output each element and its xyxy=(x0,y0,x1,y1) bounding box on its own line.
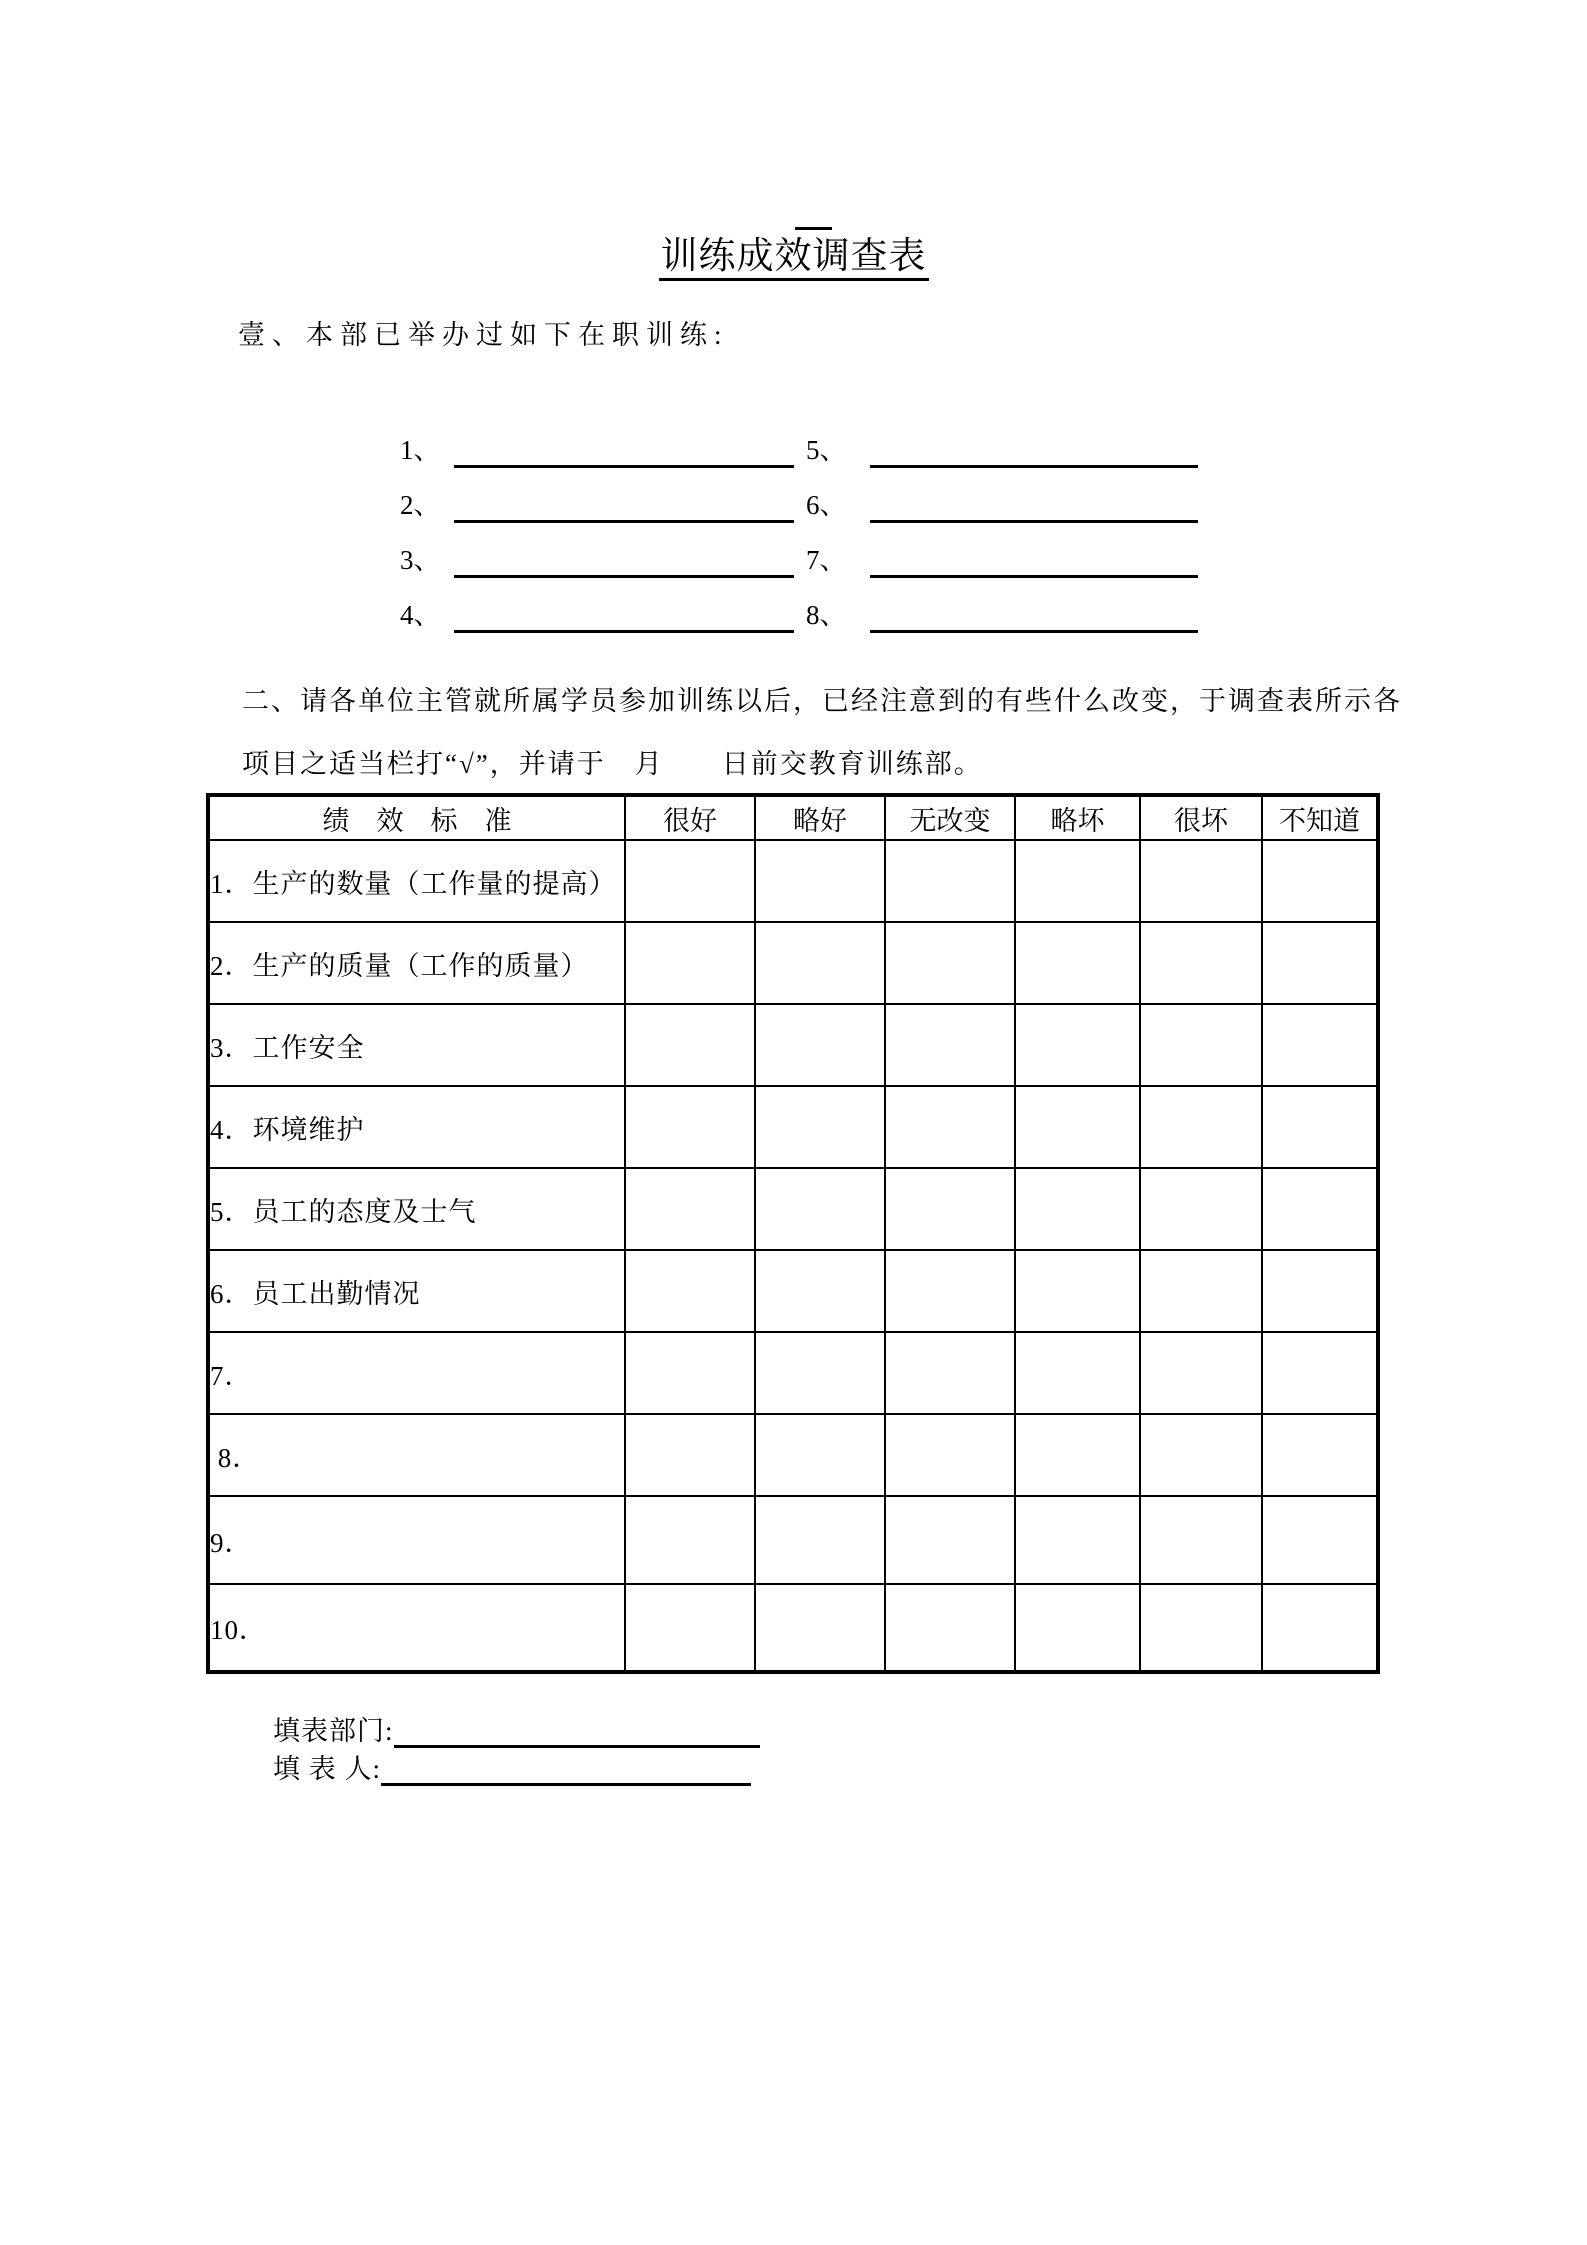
training-item-row xyxy=(400,483,820,535)
column-header-very-good: 很好 xyxy=(625,795,755,840)
rating-cell[interactable] xyxy=(625,1414,755,1496)
rating-cell[interactable] xyxy=(755,1496,885,1584)
training-item-blank[interactable] xyxy=(454,520,794,523)
rating-cell[interactable] xyxy=(885,1332,1015,1414)
training-item-number: 4、 xyxy=(400,600,441,630)
table-row xyxy=(208,1414,1378,1496)
instructions-line-2: 项目之适当栏打“√”，并请于 月 日前交教育训练部。 xyxy=(242,749,983,779)
filler-label: 填 表 人: xyxy=(273,1754,382,1784)
rating-cell[interactable] xyxy=(1015,1332,1140,1414)
instructions-line-1: 二、请各单位主管就所属学员参加训练以后，已经注意到的有些什么改变，于调查表所示各 xyxy=(242,686,1402,716)
rating-cell[interactable] xyxy=(885,840,1015,922)
rating-cell[interactable] xyxy=(755,1584,885,1672)
criteria-label: 8． xyxy=(208,1414,625,1496)
table-row xyxy=(208,1250,1378,1332)
training-item-blank[interactable] xyxy=(870,630,1198,633)
column-header-very-bad: 很坏 xyxy=(1140,795,1262,840)
training-item-number: 3、 xyxy=(400,545,441,575)
rating-cell[interactable] xyxy=(625,1250,755,1332)
rating-cell[interactable] xyxy=(625,1332,755,1414)
table-row xyxy=(208,1332,1378,1414)
rating-cell[interactable] xyxy=(1015,1584,1140,1672)
training-item-blank[interactable] xyxy=(870,465,1198,468)
training-item-number: 7、 xyxy=(806,545,847,575)
training-item-blank[interactable] xyxy=(870,520,1198,523)
rating-cell[interactable] xyxy=(1015,1086,1140,1168)
training-item-row xyxy=(400,428,820,480)
criteria-label: 10． xyxy=(208,1584,625,1672)
column-header-slightly-good: 略好 xyxy=(755,795,885,840)
rating-cell[interactable] xyxy=(1262,1496,1378,1584)
rating-cell[interactable] xyxy=(885,1004,1015,1086)
filler-blank[interactable] xyxy=(381,1782,751,1786)
section1-heading: 壹、本部已举办过如下在职训练: xyxy=(238,320,729,350)
dept-label: 填表部门: xyxy=(273,1716,394,1746)
rating-cell[interactable] xyxy=(625,1086,755,1168)
criteria-label: 5．员工的态度及士气 xyxy=(208,1168,625,1250)
table-row xyxy=(208,1584,1378,1672)
rating-cell[interactable] xyxy=(625,1168,755,1250)
training-item-number: 2、 xyxy=(400,490,441,520)
table-row xyxy=(208,1168,1378,1250)
training-item-number: 5、 xyxy=(806,435,847,465)
rating-cell[interactable] xyxy=(755,1414,885,1496)
training-item-number: 6、 xyxy=(806,490,847,520)
training-item-blank[interactable] xyxy=(454,630,794,633)
rating-cell[interactable] xyxy=(1140,1004,1262,1086)
rating-cell[interactable] xyxy=(1015,1004,1140,1086)
rating-cell[interactable] xyxy=(755,1004,885,1086)
training-item-blank[interactable] xyxy=(454,575,794,578)
rating-cell[interactable] xyxy=(1015,1250,1140,1332)
rating-cell[interactable] xyxy=(1262,1250,1378,1332)
footer-filler-line xyxy=(242,1716,751,1817)
criteria-label: 3．工作安全 xyxy=(208,1004,625,1086)
column-header-unknown: 不知道 xyxy=(1262,795,1378,840)
rating-cell[interactable] xyxy=(755,1168,885,1250)
training-item-row xyxy=(806,593,1226,645)
column-header-no-change: 无改变 xyxy=(885,795,1015,840)
table-row xyxy=(208,840,1378,922)
rating-cell[interactable] xyxy=(1140,1086,1262,1168)
rating-cell[interactable] xyxy=(625,922,755,1004)
criteria-label: 2．生产的质量（工作的质量） xyxy=(208,922,625,1004)
criteria-label: 4．环境维护 xyxy=(208,1086,625,1168)
table-header-row xyxy=(208,795,1378,840)
rating-cell[interactable] xyxy=(755,1250,885,1332)
title-row xyxy=(0,238,1587,281)
table-row xyxy=(208,1086,1378,1168)
table-row xyxy=(208,922,1378,1004)
training-item-row xyxy=(806,428,1226,480)
rating-cell[interactable] xyxy=(1262,840,1378,922)
criteria-label: 6．员工出勤情况 xyxy=(208,1250,625,1332)
rating-cell[interactable] xyxy=(1140,1414,1262,1496)
rating-cell[interactable] xyxy=(1015,922,1140,1004)
rating-cell[interactable] xyxy=(885,1496,1015,1584)
training-item-row xyxy=(400,593,820,645)
rating-cell[interactable] xyxy=(1140,1496,1262,1584)
rating-cell[interactable] xyxy=(755,922,885,1004)
rating-cell[interactable] xyxy=(755,840,885,922)
survey-table xyxy=(206,793,1380,1674)
column-header-criteria: 绩 效 标 准 xyxy=(208,795,625,840)
title-overline-mark xyxy=(795,227,832,230)
rating-cell[interactable] xyxy=(625,1584,755,1672)
rating-cell[interactable] xyxy=(1262,1086,1378,1168)
rating-cell[interactable] xyxy=(1140,1250,1262,1332)
rating-cell[interactable] xyxy=(1140,840,1262,922)
criteria-label: 7． xyxy=(208,1332,625,1414)
criteria-label: 1．生产的数量（工作量的提高） xyxy=(208,840,625,922)
rating-cell[interactable] xyxy=(1015,1496,1140,1584)
rating-cell[interactable] xyxy=(755,1332,885,1414)
table-row xyxy=(208,1496,1378,1584)
criteria-label: 9． xyxy=(208,1496,625,1584)
rating-cell[interactable] xyxy=(1262,922,1378,1004)
rating-cell[interactable] xyxy=(885,1086,1015,1168)
rating-cell[interactable] xyxy=(1262,1332,1378,1414)
rating-cell[interactable] xyxy=(885,1168,1015,1250)
training-item-number: 8、 xyxy=(806,600,847,630)
table-row xyxy=(208,1004,1378,1086)
rating-cell[interactable] xyxy=(1015,1414,1140,1496)
training-item-number: 1、 xyxy=(400,435,441,465)
training-item-row xyxy=(806,538,1226,590)
rating-cell[interactable] xyxy=(755,1086,885,1168)
rating-cell[interactable] xyxy=(1262,1004,1378,1086)
column-header-slightly-bad: 略坏 xyxy=(1015,795,1140,840)
page-title: 训练成效调查表 xyxy=(659,238,929,281)
rating-cell[interactable] xyxy=(1262,1414,1378,1496)
training-item-row xyxy=(400,538,820,590)
rating-cell[interactable] xyxy=(885,1250,1015,1332)
rating-cell[interactable] xyxy=(625,1496,755,1584)
rating-cell[interactable] xyxy=(1015,1168,1140,1250)
rating-cell[interactable] xyxy=(1262,1168,1378,1250)
rating-cell[interactable] xyxy=(1262,1584,1378,1672)
rating-cell[interactable] xyxy=(1140,1332,1262,1414)
rating-cell[interactable] xyxy=(1140,922,1262,1004)
rating-cell[interactable] xyxy=(885,922,1015,1004)
rating-cell[interactable] xyxy=(625,840,755,922)
rating-cell[interactable] xyxy=(1140,1168,1262,1250)
rating-cell[interactable] xyxy=(885,1584,1015,1672)
training-item-blank[interactable] xyxy=(870,575,1198,578)
rating-cell[interactable] xyxy=(1015,840,1140,922)
training-item-row xyxy=(806,483,1226,535)
rating-cell[interactable] xyxy=(625,1004,755,1086)
training-item-blank[interactable] xyxy=(454,465,794,468)
rating-cell[interactable] xyxy=(885,1414,1015,1496)
rating-cell[interactable] xyxy=(1140,1584,1262,1672)
